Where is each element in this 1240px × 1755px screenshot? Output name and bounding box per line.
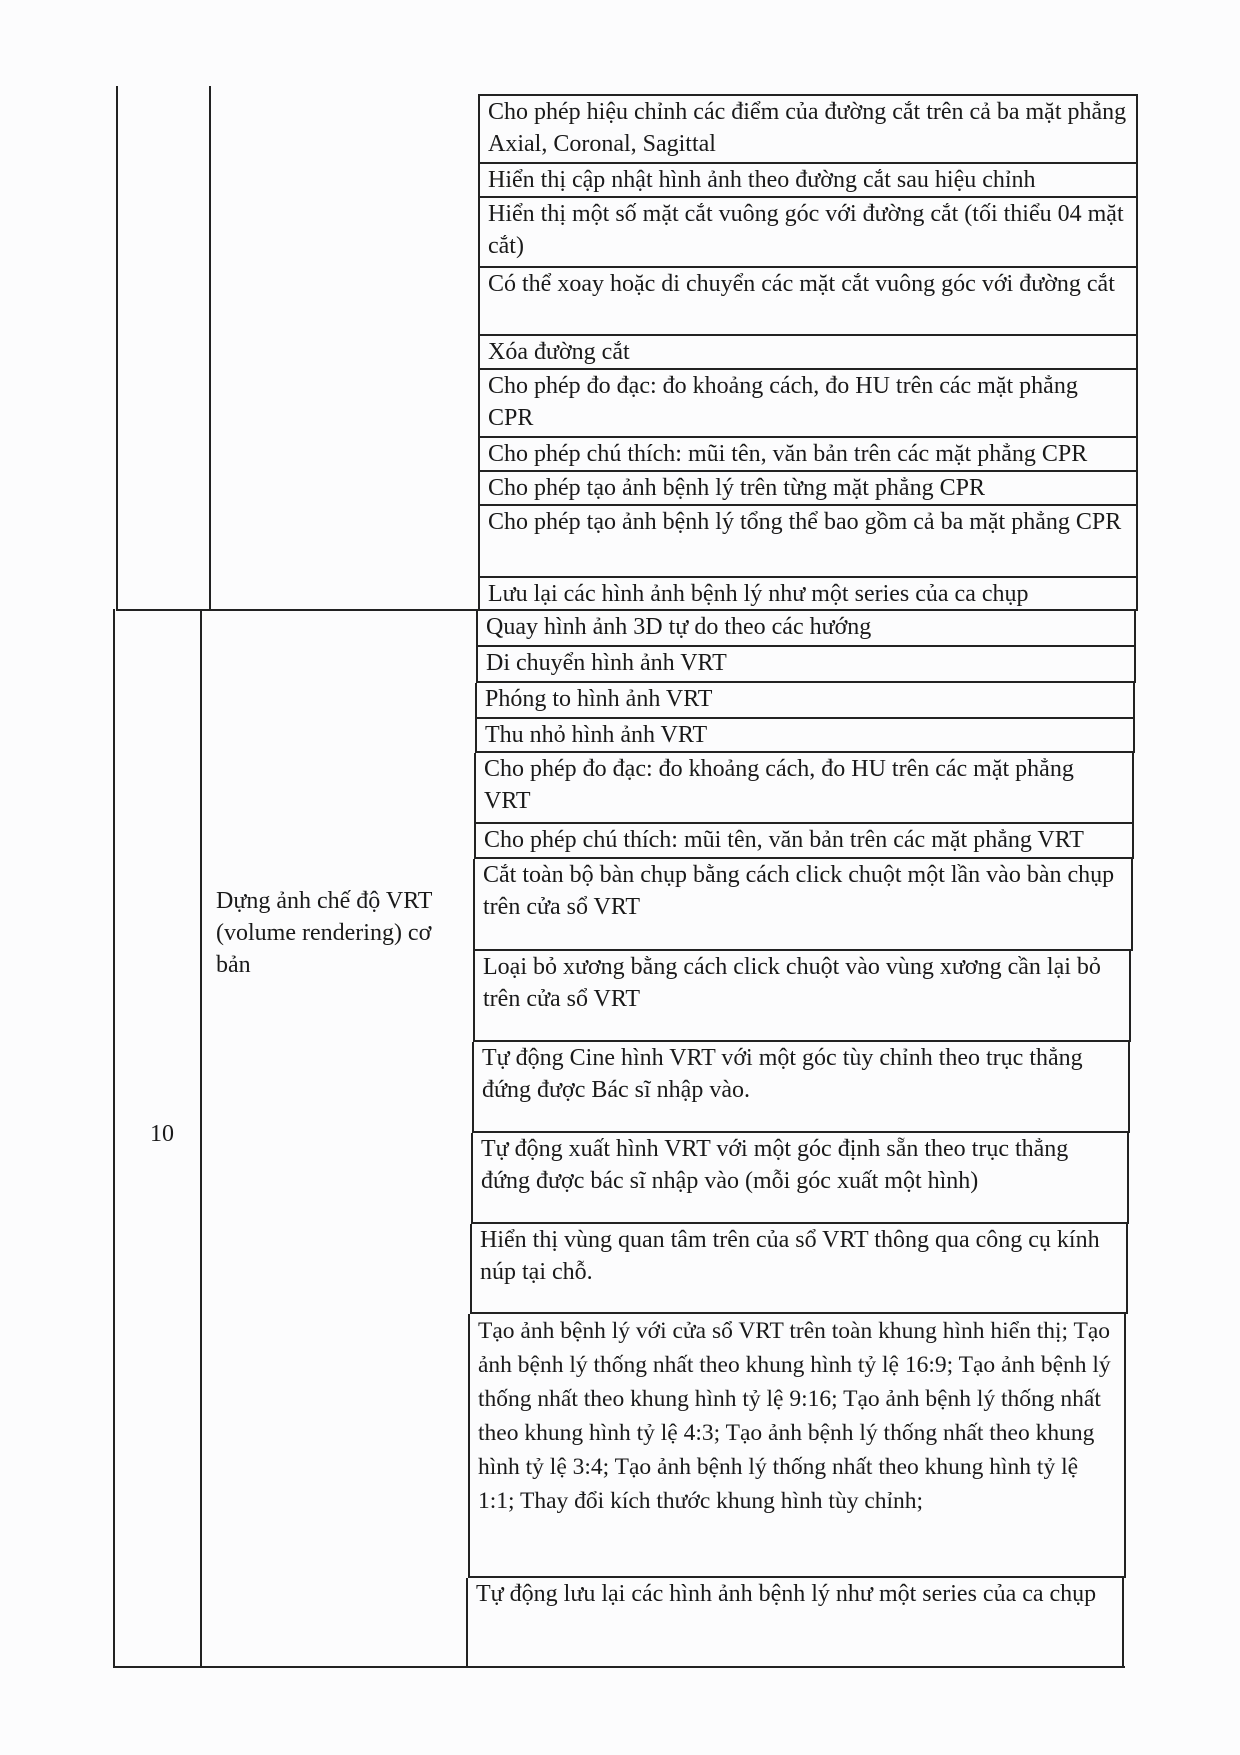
table-col-line-1-lower xyxy=(113,609,115,1667)
requirement-cell: Loại bỏ xương bằng cách click chuột vào vùng xương cần lại bỏ trên cửa sổ VRT xyxy=(473,951,1131,1042)
requirement-cell: Tự động xuất hình VRT với một góc định sẵn theo trục thẳng đứng được bác sĩ nhập vào (mỗi góc xuất một hình) xyxy=(471,1133,1129,1224)
requirement-cell: Quay hình ảnh 3D tự do theo các hướng xyxy=(476,611,1136,647)
row-number: 10 xyxy=(150,1121,174,1147)
requirement-cell: Lưu lại các hình ảnh bệnh lý như một series của ca chụp xyxy=(478,578,1138,611)
requirement-cell: Tự động lưu lại các hình ảnh bệnh lý như một series của ca chụp xyxy=(466,1578,1124,1668)
requirement-cell: Cho phép chú thích: mũi tên, văn bản trên các mặt phẳng CPR xyxy=(478,438,1138,472)
requirement-cell: Hiển thị một số mặt cắt vuông góc với đường cắt (tối thiểu 04 mặt cắt) xyxy=(478,198,1138,268)
row-function-label: Dựng ảnh chế độ VRT (volume rendering) cơ bản xyxy=(216,888,432,978)
table-col-line-1 xyxy=(116,86,118,611)
row-separator-line xyxy=(116,609,478,611)
requirement-cell: Có thể xoay hoặc di chuyển các mặt cắt vuông góc với đường cắt xyxy=(478,268,1138,336)
requirement-cell: Tạo ảnh bệnh lý với cửa sổ VRT trên toàn khung hình hiển thị; Tạo ảnh bệnh lý thống nhất theo khung hình tỷ lệ 16:9; Tạo ảnh bệnh lý thống nhất theo khung hình tỷ lệ 9:16; Tạo ảnh bệnh lý thống nhất theo khung hình tỷ lệ 4:3; Tạo ảnh bệnh lý thống nhất theo khung hình tỷ lệ 3:4; Tạo ảnh bệnh lý thống nhất theo khung hình tỷ lệ 1:1; Thay đổi kích thước khung hình tùy chỉnh; xyxy=(468,1314,1126,1578)
requirement-cell: Hiển thị vùng quan tâm trên của sổ VRT thông qua công cụ kính núp tại chỗ. xyxy=(470,1224,1128,1314)
table-col-line-2-lower xyxy=(200,609,202,1667)
requirement-cell: Cho phép hiệu chỉnh các điểm của đường cắt trên cả ba mặt phẳng Axial, Coronal, Sagittal xyxy=(478,94,1138,164)
requirement-cell: Cho phép đo đạc: đo khoảng cách, đo HU trên các mặt phẳng CPR xyxy=(478,370,1138,438)
table-col-line-2 xyxy=(209,86,211,611)
requirement-cell: Cho phép tạo ảnh bệnh lý trên từng mặt phẳng CPR xyxy=(478,472,1138,506)
requirement-cell: Cho phép đo đạc: đo khoảng cách, đo HU trên các mặt phẳng VRT xyxy=(474,753,1134,824)
requirement-cell: Thu nhỏ hình ảnh VRT xyxy=(475,719,1135,753)
requirement-cell: Phóng to hình ảnh VRT xyxy=(475,683,1135,719)
requirement-cell: Cho phép chú thích: mũi tên, văn bản trên các mặt phẳng VRT xyxy=(474,824,1134,859)
requirement-cell: Tự động Cine hình VRT với một góc tùy chỉnh theo trục thẳng đứng được Bác sĩ nhập vào. xyxy=(472,1042,1130,1133)
requirement-cell: Cho phép tạo ảnh bệnh lý tổng thể bao gồm cả ba mặt phẳng CPR xyxy=(478,506,1138,578)
requirement-cell: Xóa đường cắt xyxy=(478,336,1138,370)
requirement-cell: Hiển thị cập nhật hình ảnh theo đường cắt sau hiệu chỉnh xyxy=(478,164,1138,198)
requirement-cell: Cắt toàn bộ bàn chụp bằng cách click chuột một lần vào bàn chụp trên cửa sổ VRT xyxy=(473,859,1133,951)
requirement-cell: Di chuyển hình ảnh VRT xyxy=(476,647,1136,683)
